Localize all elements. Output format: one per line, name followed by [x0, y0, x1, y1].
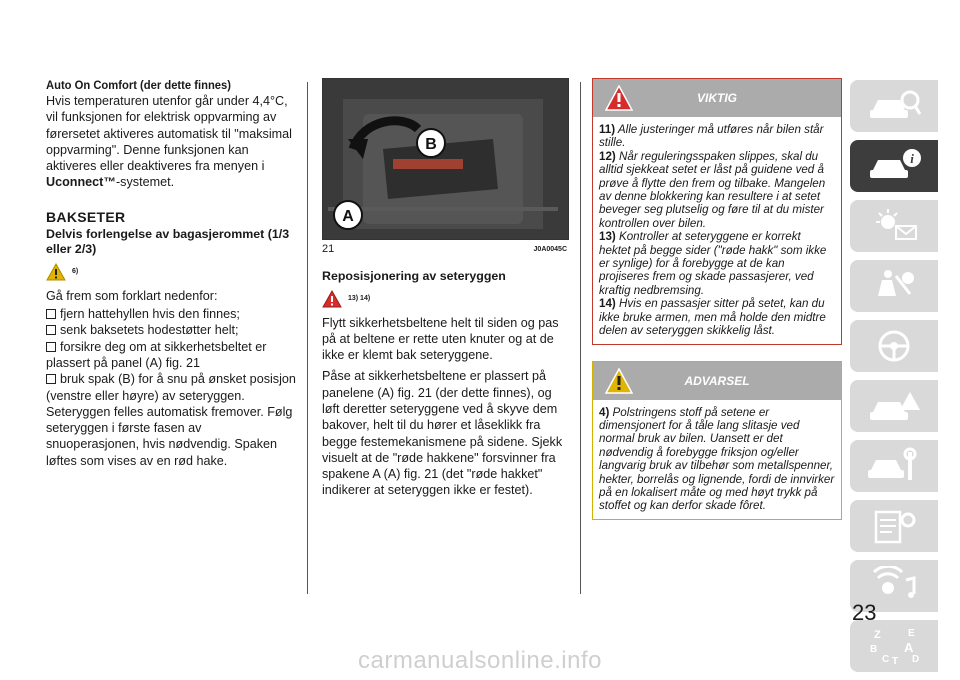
tab-technical-data[interactable]	[850, 500, 938, 552]
svg-text:i: i	[910, 151, 914, 166]
paragraph-lift-seatbacks: Påse at sikkerhetsbeltene er plassert på panelene (A) fig. 21 (der dette finnes), og løft deretter seteryggene ved å skyve dem bakover, helt til du hører et låseklikk fra begge festemekanismene på sidene. Sjekk visuelt at de "røde hakkene" forsvinner fra spakene A (A) fig. 21 (det "røde hakket" indikerer at seteryggen ikke er festet).	[322, 369, 563, 498]
important-title: VIKTIG	[696, 91, 737, 105]
specs-gear-icon	[866, 506, 922, 546]
index-letter: Z	[874, 629, 881, 641]
tab-dashboard[interactable]	[850, 80, 938, 132]
list-item: senk baksetets hodestøtter helt;	[46, 322, 296, 338]
index-letter: T	[892, 656, 899, 666]
intro-text: Gå frem som forklart nedenfor:	[46, 288, 218, 303]
tab-maintenance[interactable]	[850, 440, 938, 492]
index-letter: B	[870, 644, 878, 655]
warning-ref: 6)	[46, 262, 296, 282]
subheading-reposition: Reposisjonering av seteryggen	[322, 269, 506, 283]
steering-wheel-icon	[866, 326, 922, 366]
figure-21-seat-photo	[322, 78, 569, 240]
index-letter: E	[908, 628, 915, 639]
list-item: 13) Kontroller at seteryggene er korrekt hektet på begge sider ("røde hakk" som ikke er synlige) for å forebygge at de kan projiseres frem og skade passasjerer, ved kraftig nedbremsing.	[599, 230, 827, 297]
important-box-body	[593, 117, 841, 344]
warning-box-body	[593, 400, 841, 519]
list-item: 14) Hvis en passasjer sitter på setet, kan du ikke bruke armen, men må holde den midtre delen av seteryggen skikkelig låst.	[599, 297, 826, 338]
column-divider	[307, 82, 308, 594]
figure-number: 21	[322, 243, 335, 255]
light-mail-icon	[866, 206, 922, 246]
list-item: 12) Når reguleringsspaken slippes, skal du alltid sjekkeat setet er låst på guidene ved å prøve å flytte den frem og tilbake. Mangelen av denne blokkering kan resultere i at setet beveger seg plutselig og føre til at du mister kontrollen over bilen.	[599, 149, 826, 230]
tab-safety[interactable]	[850, 260, 938, 312]
tab-lights[interactable]	[850, 200, 938, 252]
checkbox-bullet-icon	[46, 325, 56, 335]
important-box-header	[593, 79, 841, 117]
checkbox-bullet-icon	[46, 374, 56, 384]
figure-label-b: B	[425, 136, 437, 153]
index-letter: C	[882, 654, 890, 665]
chapter-sidebar	[850, 80, 938, 680]
column-divider	[580, 82, 581, 594]
seat-illustration	[323, 79, 568, 239]
car-search-icon	[866, 86, 922, 126]
index-letter: D	[912, 654, 920, 665]
checkbox-bullet-icon	[46, 309, 56, 319]
warning-title: ADVARSEL	[684, 373, 750, 388]
list-item: 11) Alle justeringer må utføres når bilen står stille.	[599, 123, 824, 150]
list-item: fjern hattehyllen hvis den finnes;	[46, 306, 296, 322]
tab-getting-to-know[interactable]	[850, 140, 938, 192]
warning-box-header	[593, 362, 841, 400]
subheading-partial-extension: Delvis forlengelse av bagasjerommet (1/3 eller 2/3)	[46, 226, 290, 257]
car-wrench-icon	[866, 446, 922, 486]
column-right	[592, 78, 842, 536]
warning-triangle-icon	[46, 263, 66, 281]
car-warning-icon	[866, 386, 922, 426]
column-middle	[322, 78, 567, 499]
warning-ref: 13) 14)	[322, 289, 567, 309]
important-box	[592, 78, 842, 345]
list-item: 4) Polstringens stoff på setene er dimensjonert for å tåle lang slitasje ved normal bruk av bilen. Uansett er det nødvendig å forebygge friksjon og/eller langvarig bruk av tilbehør som metallspenner, hekter, borrelås og lignende, fordi de innvirker på en lokalisert måte og med høyt trykk på stoffet og kan derfor skade fôret.	[599, 405, 835, 513]
page-number: 23	[852, 600, 877, 625]
list-item: forsikre deg om at sikkerhetsbeltet er plassert på panel (A) fig. 21	[46, 339, 267, 370]
danger-triangle-icon	[322, 290, 342, 308]
list-item: bruk spak (B) for å snu på ønsket posisjon (venstre eller høyre) av seteryggen. Seteryggen felles automatisk fremover. Følg seteryggen i første fasen av snuoperasjonen, hvis nødvendig. Spaken løftes som vises av en rød hake.	[46, 372, 296, 468]
figure-caption	[322, 243, 567, 255]
heading-auto-on-comfort: Auto On Comfort (der dette finnes)	[46, 78, 232, 92]
figure-code: J0A0045C	[533, 246, 567, 253]
checkbox-bullet-icon	[46, 342, 56, 352]
section-title: BAKSETER	[46, 208, 126, 225]
paragraph-auto-on-comfort: Hvis temperaturen utenfor går under 4,4°C, vil funksjonen for elektrisk oppvarming av førersetet aktiveres automatisk til "maksimal oppvarming". Denne funksjonen kan aktiveres eller deaktiveres fra menyen i Uconnect™-systemet.	[46, 94, 292, 190]
column-left	[46, 78, 296, 469]
figure-label-a: A	[342, 208, 354, 225]
watermark: carmanualsonline.info	[358, 647, 602, 674]
warning-box	[592, 361, 842, 520]
tab-emergency[interactable]	[850, 380, 938, 432]
tab-driving[interactable]	[850, 320, 938, 372]
car-info-icon	[866, 146, 922, 186]
paragraph-move-belts: Flytt sikkerhetsbeltene helt til siden og pas på at beltene er rette uten knuter og at de ikke er klemt bak seteryggene.	[322, 315, 559, 363]
airbag-person-icon	[866, 266, 922, 306]
index-letter: A	[904, 640, 914, 655]
